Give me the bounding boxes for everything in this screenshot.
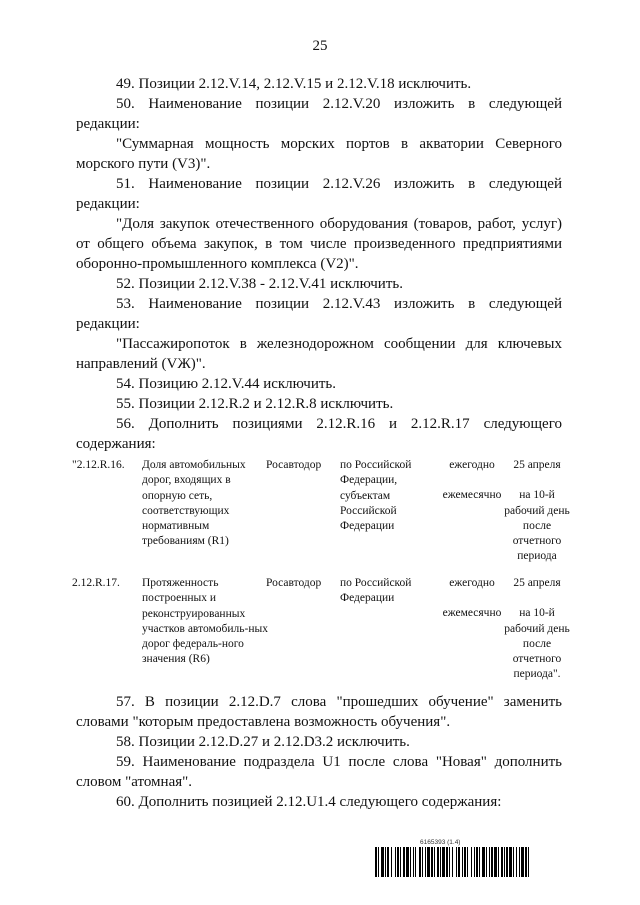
indicator-name: Протяженность построенных и реконструированных участков автомобиль-ных дорог федераль-ного значения (R6) — [142, 577, 268, 666]
barcode-bar — [375, 847, 377, 877]
paragraph-60: 60. Дополнить позицией 2.12.U1.4 следующего содержания: — [116, 794, 502, 810]
barcode-bar — [467, 847, 468, 877]
paragraph-52: 52. Позиции 2.12.V.38 - 2.12.V.41 исключить. — [116, 276, 403, 292]
paragraph-54: 54. Позицию 2.12.V.44 исключить. — [116, 376, 337, 392]
barcode-bar — [378, 847, 379, 877]
paragraph-58: 58. Позиции 2.12.D.27 и 2.12.D3.2 исключить. — [116, 734, 410, 750]
paragraph-53: 53. Наименование позиции 2.12.V.43 изложить в следующей редакции: — [76, 296, 562, 332]
table-row — [72, 458, 572, 576]
barcode-bar — [482, 847, 485, 877]
frequency — [432, 576, 512, 622]
barcode-bar — [410, 847, 411, 877]
deadline-annual: 25 апреля — [513, 459, 561, 471]
barcode-bar — [442, 847, 445, 877]
barcode-bar — [395, 847, 396, 877]
positions-table — [72, 458, 572, 686]
barcode-bar — [431, 847, 433, 877]
frequency-annual: ежегодно — [449, 577, 495, 589]
barcode-bar — [449, 847, 450, 877]
barcode-bar — [513, 847, 514, 877]
barcode-bar — [400, 847, 401, 877]
indicator-name: Доля автомобильных дорог, входящих в опорную сеть, соответствующих нормативным требованиям (R1) — [142, 459, 246, 548]
responsible-agency: Росавтодор — [266, 577, 322, 589]
barcode-bar — [452, 847, 453, 877]
barcode-bar — [385, 847, 386, 877]
barcode-bar — [387, 847, 389, 877]
deadline-monthly: на 10-й рабочий день после отчетного периода". — [504, 607, 570, 681]
barcode-bar — [422, 847, 423, 877]
barcode-bar — [486, 847, 487, 877]
frequency-annual: ежегодно — [449, 459, 495, 471]
position-number: 2.12.R.17. — [72, 577, 120, 589]
barcode-bar — [474, 847, 475, 877]
deadline — [502, 576, 572, 683]
barcode-bar — [479, 847, 480, 877]
responsible-agency: Росавтодор — [266, 459, 322, 471]
document-body-continued — [76, 692, 562, 812]
barcode-bar — [415, 847, 416, 877]
barcode-bar — [525, 847, 527, 877]
deadline-monthly: на 10-й рабочий день после отчетного периода — [504, 489, 570, 563]
position-number: "2.12.R.16. — [72, 459, 125, 471]
barcode-bar — [446, 847, 448, 877]
barcode-bar — [494, 847, 497, 877]
frequency — [432, 458, 512, 504]
deadline-annual: 25 апреля — [513, 577, 561, 589]
paragraph-59: 59. Наименование подраздела U1 после слова "Новая" дополнить словом "атомная". — [76, 754, 562, 790]
barcode-bar — [434, 847, 435, 877]
paragraph-56: 56. Дополнить позициями 2.12.R.16 и 2.12.R.17 следующего содержания: — [76, 416, 562, 452]
barcode-bar — [456, 847, 457, 877]
paragraph-50: 50. Наименование позиции 2.12.V.20 изложить в следующей редакции: — [76, 96, 562, 132]
page-number: 25 — [312, 38, 328, 54]
document-body — [76, 74, 562, 454]
barcode-bar — [391, 847, 392, 877]
barcode-bar — [464, 847, 466, 877]
barcode-bar — [498, 847, 499, 877]
barcode-bar — [406, 847, 409, 877]
paragraph-51: 51. Наименование позиции 2.12.V.26 изложить в следующей редакции: — [76, 176, 562, 212]
deadline — [502, 458, 572, 565]
barcode-bar — [381, 847, 384, 877]
barcode-bar — [489, 847, 490, 877]
aggregation-level: по Российской Федерации, субъектам Российской Федерации — [340, 459, 412, 533]
frequency-monthly: ежемесячно — [442, 607, 502, 620]
barcode-bar — [509, 847, 512, 877]
barcode-bar — [425, 847, 426, 877]
quote-51: "Доля закупок отечественного оборудования (товаров, работ, услуг) от общего объема закупок, в том числе произведенного предприятиями оборонно-промышленного комплекса (V2)". — [76, 216, 562, 272]
barcode-bar — [521, 847, 524, 877]
aggregation-level: по Российской Федерации — [340, 577, 412, 605]
quote-50: "Суммарная мощность морских портов в акватории Северного морского пути (V3)". — [76, 136, 562, 172]
document-stamp: 6165393 (1.4) — [420, 839, 461, 846]
frequency-monthly: ежемесячно — [442, 489, 502, 502]
barcode-bar — [419, 847, 421, 877]
barcode-bar — [504, 847, 505, 877]
paragraph-49: 49. Позиции 2.12.V.14, 2.12.V.15 и 2.12.V.18 исключить. — [116, 76, 472, 92]
barcode-bar — [506, 847, 508, 877]
barcode-bar — [403, 847, 405, 877]
barcode-bar — [427, 847, 430, 877]
barcode-bar — [528, 847, 529, 877]
quote-53: "Пассажиропоток в железнодорожном сообщении для ключевых направлений (VЖ)". — [76, 336, 562, 372]
paragraph-55: 55. Позиции 2.12.R.2 и 2.12.R.8 исключить. — [116, 396, 394, 412]
barcode-bar — [413, 847, 414, 877]
paragraph-57: 57. В позиции 2.12.D.7 слова "прошедших обучение" заменить словами "которым предоставлена возможность обучения". — [76, 694, 562, 730]
barcode-bar — [440, 847, 441, 877]
barcode-bar — [501, 847, 503, 877]
barcode-bar — [397, 847, 399, 877]
barcode-bar — [471, 847, 472, 877]
barcode-bar — [437, 847, 439, 877]
barcode — [375, 847, 571, 877]
barcode-bar — [476, 847, 478, 877]
barcode-bar — [519, 847, 520, 877]
table-row — [72, 576, 572, 686]
barcode-bar — [458, 847, 460, 877]
barcode-bar — [491, 847, 493, 877]
barcode-bar — [462, 847, 463, 877]
barcode-bar — [516, 847, 517, 877]
